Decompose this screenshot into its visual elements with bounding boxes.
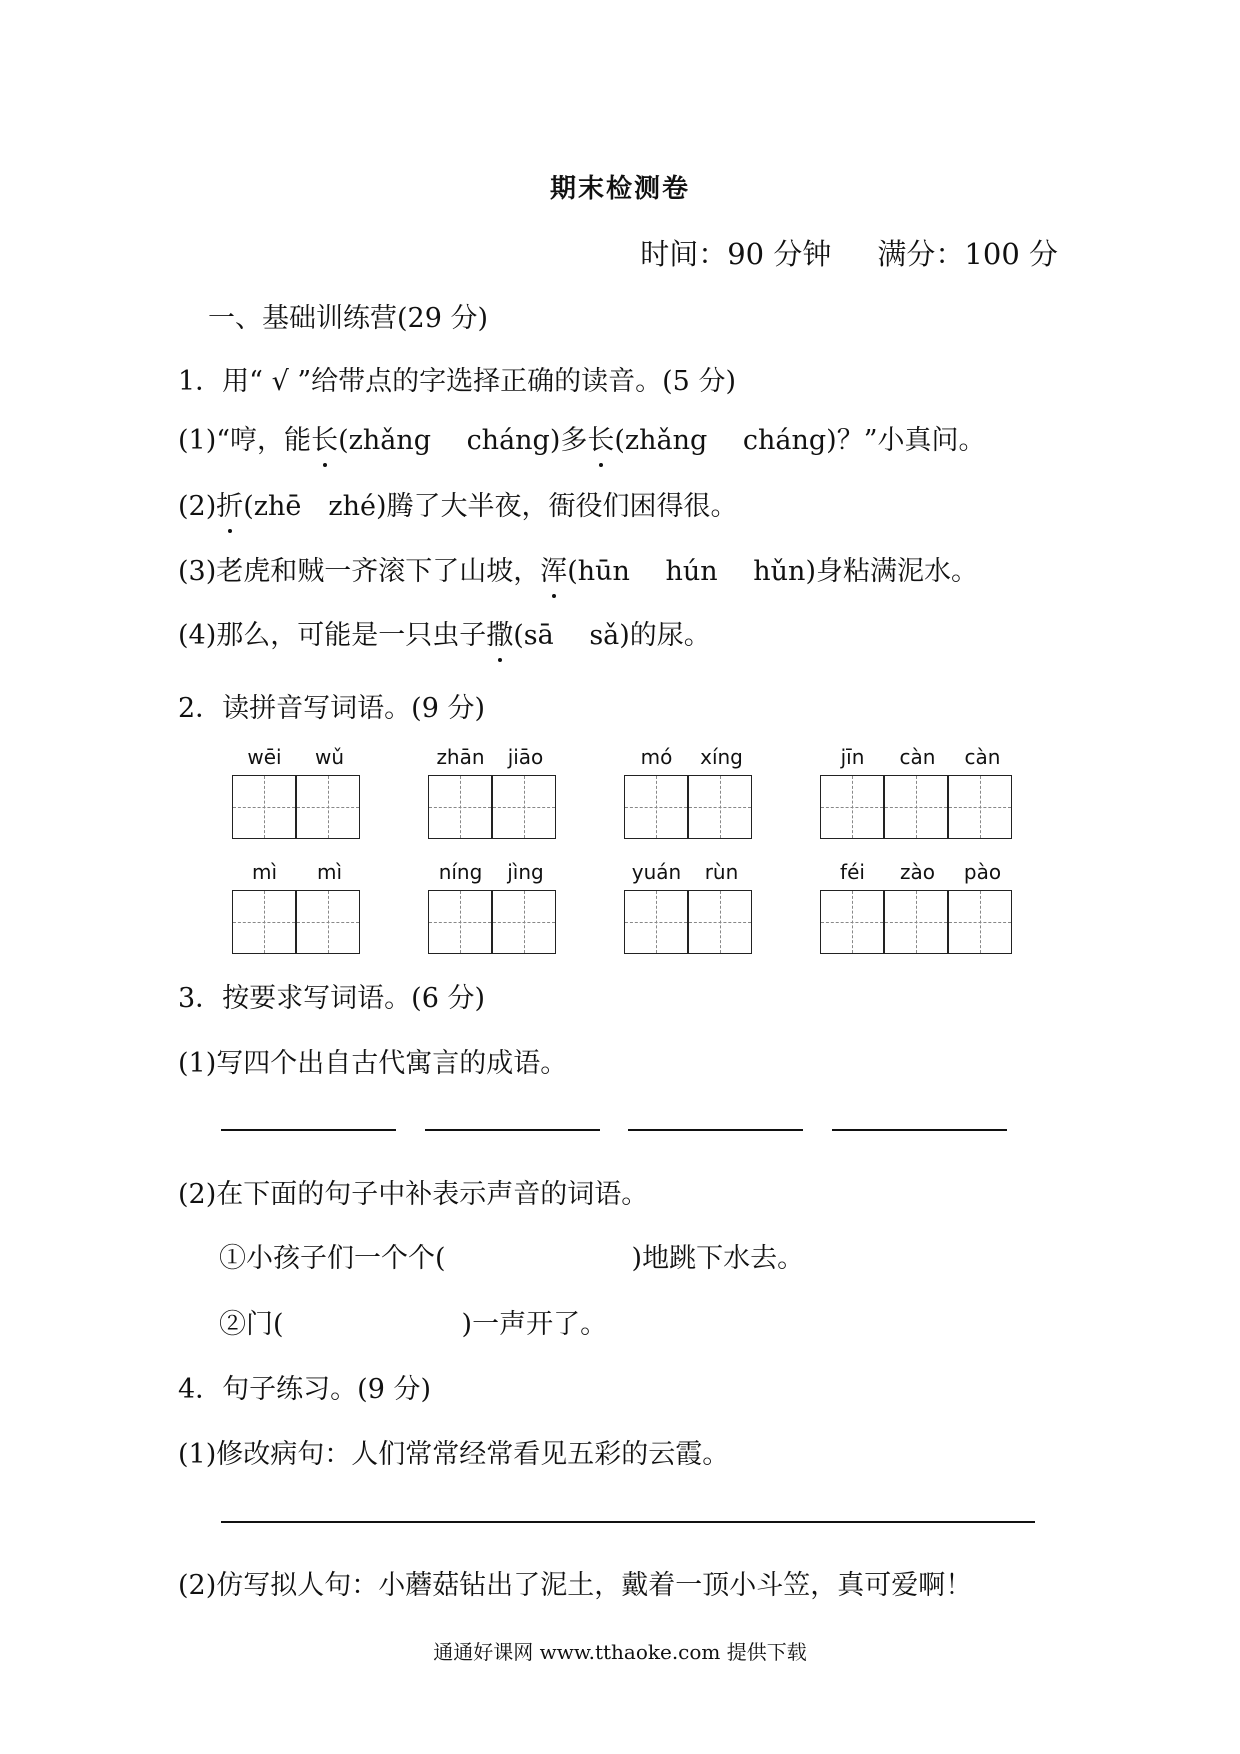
q3-sentence-1: ①小孩子们一个个( )地跳下水去。 [219,1243,805,1274]
writing-box[interactable] [428,890,492,954]
pinyin-syllable: jīn [840,745,865,769]
page-title: 期末检测卷 [549,174,690,204]
writing-box[interactable] [492,890,556,954]
exam-info [640,232,1058,273]
pinyin-syllable: pào [963,860,1002,884]
writing-box[interactable] [820,775,884,839]
full-score: 满分：100 分 [877,237,1058,271]
pinyin-syllable: zhān [436,745,485,769]
pinyin-syllable: càn [964,745,1001,769]
pinyin-syllable: càn [899,745,936,769]
writing-box[interactable] [884,890,948,954]
pinyin-syllable: féi [840,860,865,884]
q3-title: 3．按要求写词语。(6 分) [178,983,486,1014]
footer-source: 通通好课网 www.tthaoke.com 提供下载 [433,1640,807,1664]
pinyin-syllable: wǔ [314,745,345,769]
q4-title: 4．句子练习。(9 分) [178,1374,432,1405]
answer-line[interactable] [221,1521,1035,1523]
writing-box[interactable] [296,890,360,954]
writing-box[interactable] [624,775,688,839]
q4-sub1: (1)修改病句：人们常常经常看见五彩的云霞。 [178,1439,730,1470]
time-limit: 时间：90 分钟 [640,237,832,271]
writing-box[interactable] [232,890,296,954]
dotted-char: 折 [216,484,243,523]
pinyin-syllable: níng [438,860,483,884]
writing-box[interactable] [688,890,752,954]
writing-box[interactable] [948,890,1012,954]
pinyin-syllable: zào [900,860,935,884]
q1-item-2: (2)折(zhē zhé)腾了大半夜，衙役们困得很。 [178,484,738,523]
writing-box[interactable] [624,890,688,954]
pinyin-word-group [820,860,1016,956]
dotted-char: 长 [587,418,614,457]
q3-sub2: (2)在下面的句子中补表示声音的词语。 [178,1179,649,1210]
q4-sub2: (2)仿写拟人句：小蘑菇钻出了泥土，戴着一顶小斗笠，真可爱啊！ [178,1570,973,1601]
answer-line[interactable] [628,1129,803,1131]
pinyin-syllable: mì [251,860,278,884]
q1-item-3: (3)老虎和贼一齐滚下了山坡，浑(hūn hún hǔn)身粘满泥水。 [178,549,978,588]
pinyin-syllable: mó [640,745,673,769]
pinyin-word-group [624,745,756,841]
dotted-char: 长 [311,418,338,457]
writing-box[interactable] [492,775,556,839]
pinyin-syllable: jìng [507,860,544,884]
writing-box[interactable] [232,775,296,839]
pinyin-word-group [232,860,364,956]
q1-item-4: (4)那么，可能是一只虫子撒(sā sǎ)的尿。 [178,613,711,652]
writing-box[interactable] [820,890,884,954]
pinyin-syllable: jiāo [507,745,544,769]
pinyin-syllable: mì [316,860,343,884]
writing-box[interactable] [688,775,752,839]
pinyin-word-group [624,860,756,956]
pinyin-word-group [820,745,1016,841]
q2-title: 2．读拼音写词语。(9 分) [178,693,486,724]
pinyin-word-group [428,860,560,956]
q1-item-1: (1)“哼，能长(zhǎng cháng)多长(zhǎng cháng)？”小真问。 [178,418,986,457]
q3-sentence-2: ②门( )一声开了。 [219,1309,608,1340]
pinyin-syllable: wēi [247,745,282,769]
section-heading: 一、基础训练营(29 分) [208,303,489,334]
writing-box[interactable] [428,775,492,839]
writing-box[interactable] [296,775,360,839]
answer-line[interactable] [221,1129,396,1131]
pinyin-syllable: rùn [704,860,739,884]
pinyin-word-group [232,745,364,841]
dotted-char: 撒 [486,613,513,652]
writing-box[interactable] [948,775,1012,839]
pinyin-syllable: xíng [700,745,743,769]
answer-line[interactable] [832,1129,1007,1131]
answer-line[interactable] [425,1129,600,1131]
pinyin-syllable: yuán [631,860,682,884]
q1-title: 1．用“ √ ”给带点的字选择正确的读音。(5 分) [178,366,736,397]
q3-sub1: (1)写四个出自古代寓言的成语。 [178,1048,568,1079]
pinyin-word-group [428,745,560,841]
writing-box[interactable] [884,775,948,839]
dotted-char: 浑 [540,549,567,588]
